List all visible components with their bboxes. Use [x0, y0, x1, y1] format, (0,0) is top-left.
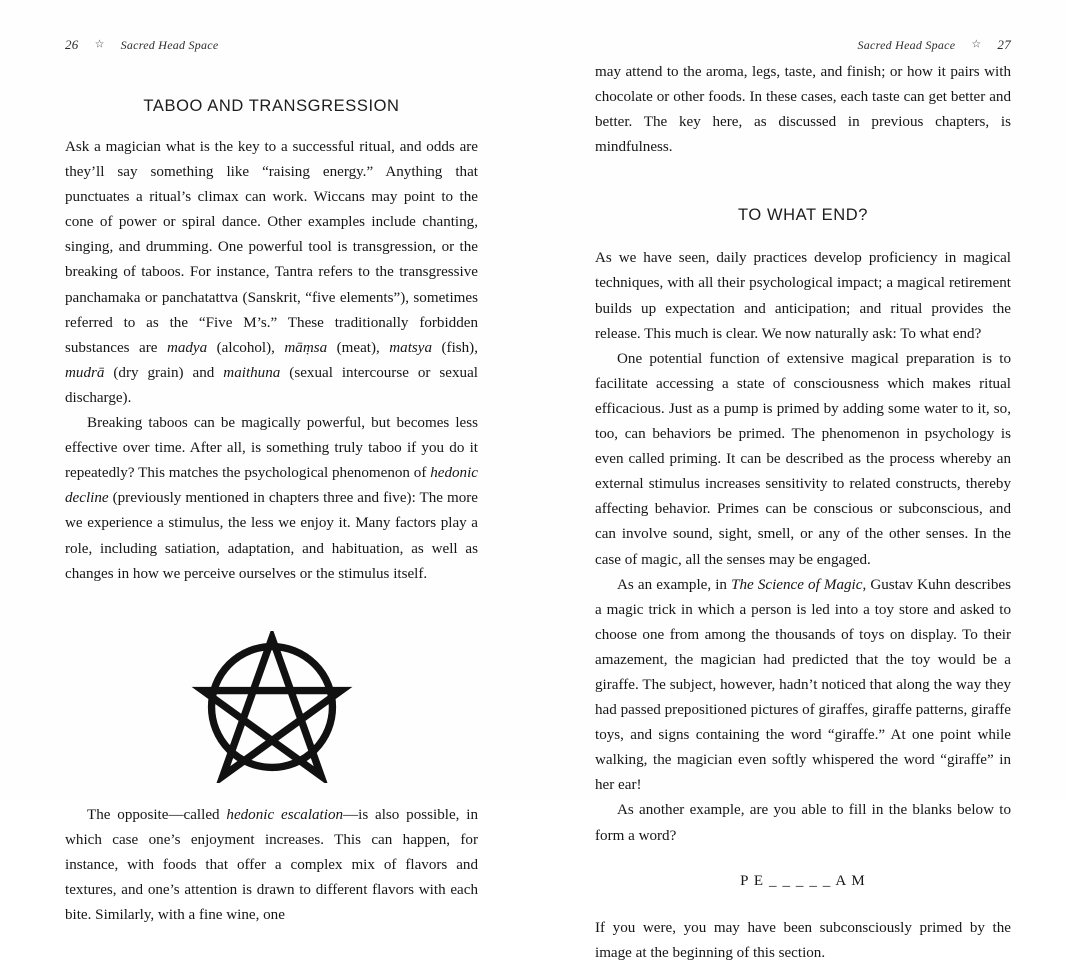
paragraph: As another example, are you able to fill in the blanks below to form a word? [595, 802, 1011, 844]
paragraph: may attend to the aroma, legs, taste, and finish; or how it pairs with chocolate or other foods. In these cases, each taste can get better and better. The key here, as discussed in previous chapters, is mindfulness. [595, 64, 1011, 156]
running-title-right: Sacred Head Space [857, 37, 956, 52]
paragraph: As an example, in The Science of Magic, Gustav Kuhn describes a magic trick in which a person is led into a toy store and asked to choose one from among the thousands of toys on display. To their amazement, the magician had predicted that the toy would be a giraffe. The subject, however, hadn’t noticed that along the way they had passed prepositioned pictures of giraffes, giraffe patterns, giraffe toys, and signs containing the word “giraffe.” At one point while walking, the magician even softly whispered the word “giraffe” in her ear! [595, 576, 1011, 794]
word-puzzle [595, 873, 1011, 890]
pentagram-icon [185, 631, 359, 783]
paragraph: As we have seen, daily practices develop proficiency in magical techniques, with all their psychological impact; a magical retirement builds up expectation and anticipation; and ritual provides the release. This much is clear. We now naturally ask: To what end? [595, 250, 1011, 342]
right-page [533, 0, 1066, 961]
page-number-right: 27 [997, 37, 1011, 52]
pentagram-figure [65, 631, 478, 783]
section-heading-taboo: TABOO AND TRANSGRESSION [143, 97, 400, 115]
paragraph: One potential function of extensive magical preparation is to facilitate accessing a state of consciousness which makes ritual efficacious. Just as a pump is primed by adding some water to it, so, too, can behaviors be primed. The phenomenon in psychology is even called priming. It can be described as the process whereby an external stimulus increases sensitivity to related constructs, thereby affecting behavior. Primes can be conscious or subconscious, and can involve sound, sight, smell, or any of the other senses. In the case of magic, all the senses may be engaged. [595, 350, 1011, 568]
running-title-left: Sacred Head Space [120, 37, 219, 52]
star-outline-icon: ☆ [94, 38, 105, 50]
left-column-body [65, 135, 478, 587]
paragraph: Breaking taboos can be magically powerful, but becomes less effective over time. After all, is something truly taboo if you do it repeatedly? This matches the psychological phenomenon of hedonic decline (previously mentioned in chapters three and five): The more we experience a stimulus, the less we enjoy it. Many factors play a role, including satiation, adaptation, and habituation, as well as changes in how we perceive ourselves or the stimulus itself. [65, 415, 478, 582]
right-column-body [595, 246, 1011, 848]
running-head-right [595, 30, 1011, 60]
page-number-left: 26 [65, 37, 79, 52]
paragraph: Ask a magician what is the key to a successful ritual, and odds are they’ll say something like “raising energy.” Anything that punctuates a ritual’s climax can work. Wiccans may point to the cone of power or spiral dance. Other examples include chanting, singing, and drumming. One powerful tool is transgression, or the breaking of taboos. For instance, Tantra refers to the transgressive panchamaka or panchatattva (Sanskrit, “five elements”), sometimes referred to as the “Five M’s.” These traditionally forbidden substances are madya (alcohol), māṃsa (meat), matsya (fish), mudrā (dry grain) and maithuna (sexual intercourse or sexual discharge). [65, 139, 478, 406]
section-heading-to-what-end: TO WHAT END? [737, 206, 869, 225]
star-outline-icon: ☆ [971, 38, 982, 50]
puzzle-blanks: P E _ _ _ _ _ A M [740, 872, 866, 889]
right-column-continuation [595, 60, 1011, 160]
running-head-left [65, 30, 478, 60]
paragraph: The opposite—called hedonic escalation—is also possible, in which case one’s enjoyment increases. This can happen, for instance, with foods that offer a complex mix of flavors and textures, and one’s attention is drawn to different flavors with each bite. Similarly, with a fine wine, one [65, 806, 478, 924]
paragraph: If you were, you may have been subconsciously primed by the image at the beginning of this section. [595, 919, 1011, 961]
left-page [0, 0, 533, 924]
